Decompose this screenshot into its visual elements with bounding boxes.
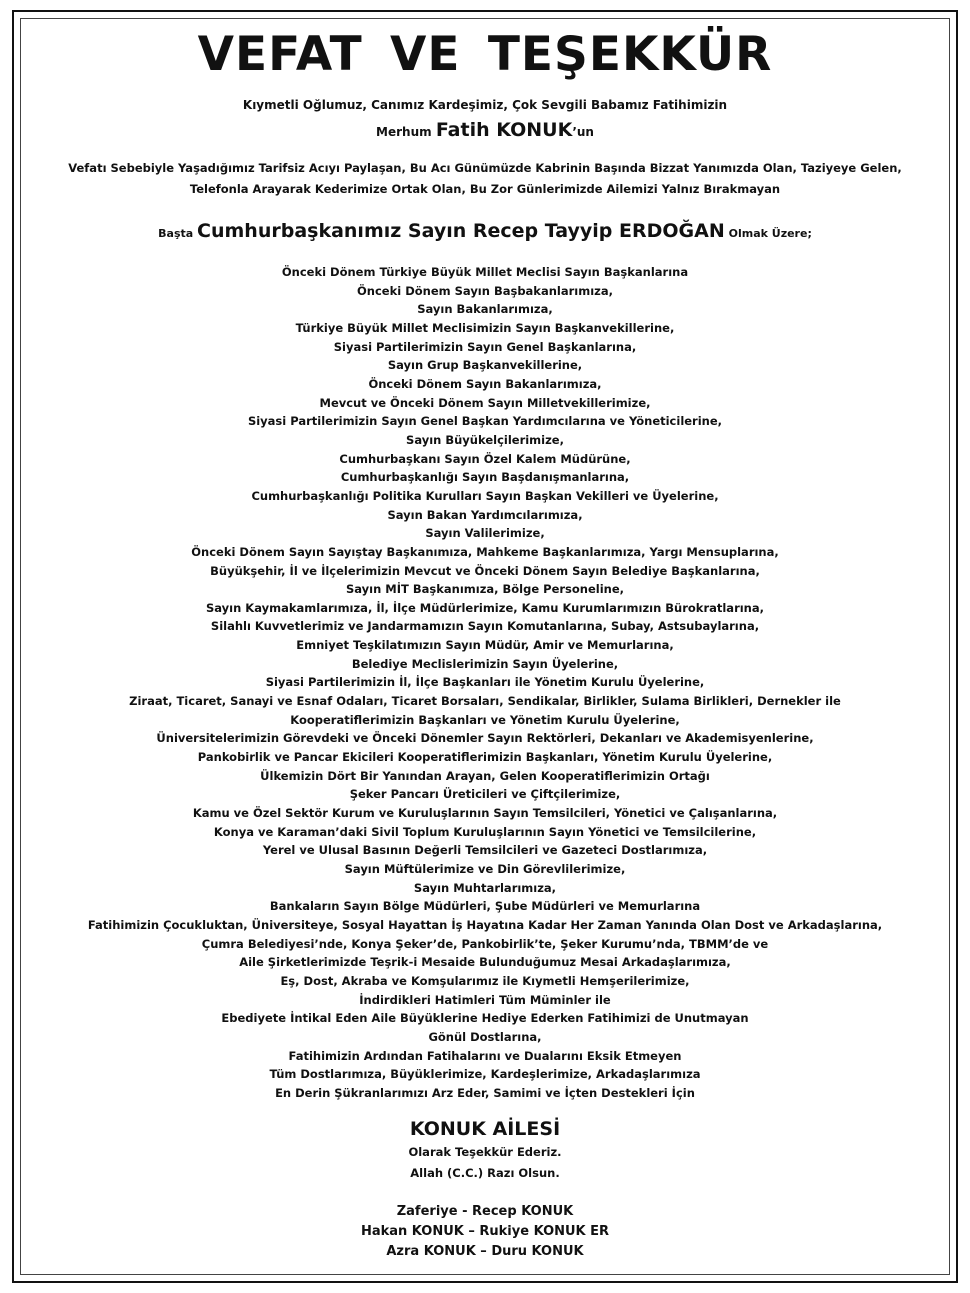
list-item: Kamu ve Özel Sektör Kurum ve Kuruluşlarının Sayın Temsilcileri, Yönetici ve Çalışanlarına, — [192, 806, 778, 821]
list-item: Şeker Pancarı Üreticileri ve Çiftçilerimize, — [349, 787, 621, 802]
president-suffix: Olmak Üzere; — [728, 227, 812, 240]
list-item: Fatihimizin Ardından Fatihalarını ve Dualarını Eksik Etmeyen — [288, 1048, 682, 1063]
list-item: Sayın Valilerimize, — [425, 526, 545, 541]
president-line — [20, 218, 950, 247]
thanks-list — [20, 263, 950, 1103]
obituary-notice — [20, 18, 950, 1262]
list-item: Sayın Büyükelçilerimize, — [406, 432, 564, 447]
list-item: Belediye Meclislerimizin Sayın Üyelerine, — [351, 656, 619, 671]
intro-line: Kıymetli Oğlumuz, Canımız Kardeşimiz, Çok Sevgili Babamız Fatihimizin — [242, 98, 728, 112]
list-item: Cumhurbaşkanlığı Politika Kurulları Sayın Başkan Vekilleri ve Üyelerine, — [251, 488, 719, 503]
list-item: Sayın Müftülerimize ve Din Görevlilerimize, — [344, 862, 626, 876]
list-item: Kooperatiflerimizin Başkanları ve Yönetim Kurulu Üyelerine, — [290, 712, 680, 727]
president-name: Cumhurbaşkanımız Sayın Recep Tayyip ERDOĞAN — [197, 220, 725, 242]
list-item: Siyasi Partilerimizin Sayın Genel Başkanlarına, — [333, 339, 637, 354]
list-item: Gönül Dostlarına, — [428, 1029, 542, 1044]
list-item: Sayın Bakanlarımıza, — [417, 302, 553, 317]
list-item: Mevcut ve Önceki Dönem Sayın Milletvekillerimize, — [319, 395, 651, 410]
president-prefix: Başta — [158, 227, 194, 240]
list-item: Önceki Dönem Sayın Başbakanlarımıza, — [357, 283, 613, 298]
list-item: Üniversitelerimizin Görevdeki ve Önceki Dönemler Sayın Rektörleri, Dekanları ve Akademisyenlerine, — [156, 731, 814, 746]
deceased-name: Fatih KONUK — [435, 119, 573, 141]
signers — [20, 1202, 950, 1262]
list-item: Önceki Dönem Sayın Sayıştay Başkanımıza, Mahkeme Başkanlarımıza, Yargı Mensuplarına, — [191, 544, 779, 559]
signer-line: Hakan KONUK – Rukiye KONUK ER — [360, 1223, 610, 1239]
list-item: Cumhurbaşkanı Sayın Özel Kalem Müdürüne, — [339, 451, 631, 466]
paragraph-line: Vefatı Sebebiyle Yaşadığımız Tarifsiz Acıyı Paylaşan, Bu Acı Günümüzde Kabrinin Başında Bizzat Yanımızda Olan, Taziyeye Gelen, — [68, 161, 902, 175]
list-item: Türkiye Büyük Millet Meclisimizin Sayın Başkanvekillerine, — [295, 320, 675, 335]
list-item: Ziraat, Ticaret, Sanayi ve Esnaf Odaları, Ticaret Borsaları, Sendikalar, Birlikler, Sulama Birlikleri, Dernekler ile — [129, 694, 841, 709]
list-item: Önceki Dönem Sayın Bakanlarımıza, — [368, 376, 602, 391]
list-item: Siyasi Partilerimizin İl, İlçe Başkanları ile Yönetim Kurulu Üyelerine, — [265, 675, 705, 690]
list-item: Sayın MİT Başkanımıza, Bölge Personeline, — [345, 582, 625, 597]
list-item: Ebediyete İntikal Eden Aile Büyüklerine Hediye Ederken Fatihimizi de Unutmayan — [221, 1011, 749, 1026]
list-item: Tüm Dostlarımıza, Büyüklerimize, Kardeşlerimize, Arkadaşlarımıza — [269, 1067, 701, 1082]
list-item: Ülkemizin Dört Bir Yanından Arayan, Gelen Kooperatiflerimizin Ortağı — [260, 768, 710, 783]
thanks-line: Olarak Teşekkür Ederiz. — [408, 1144, 562, 1159]
list-item: Sayın Bakan Yardımcılarımıza, — [387, 507, 583, 522]
signer-line: Zaferiye - Recep KONUK — [396, 1203, 574, 1219]
list-item: Pankobirlik ve Pancar Ekicileri Kooperatiflerimizin Başkanları, Yönetim Kurulu Üyelerine, — [197, 750, 773, 765]
notice-title: VEFAT VE TEŞEKKÜR — [197, 27, 773, 82]
list-item: Siyasi Partilerimizin Sayın Genel Başkan Yardımcılarına ve Yöneticilerine, — [247, 414, 723, 429]
gratitude-paragraph — [20, 158, 950, 200]
list-item: Sayın Muhtarlarımıza, — [413, 880, 557, 895]
list-item: En Derin Şükranlarımızı Arz Eder, Samimi ve İçten Destekleri İçin — [275, 1085, 695, 1100]
paragraph-line: Telefonla Arayarak Kederimize Ortak Olan, Bu Zor Günlerimizde Ailemizi Yalnız Bırakmayan — [189, 182, 781, 196]
list-item: Yerel ve Ulusal Basının Değerli Temsilcileri ve Gazeteci Dostlarımıza, — [262, 843, 708, 858]
list-item: Bankaların Sayın Bölge Müdürleri, Şube Müdürleri ve Memurlarına — [269, 899, 701, 914]
list-item: Aile Şirketlerimizde Teşrik-i Mesaide Bulunduğumuz Mesai Arkadaşlarımıza, — [239, 955, 731, 970]
list-item: Çumra Belediyesi’nde, Konya Şeker’de, Pankobirlik’te, Şeker Kurumu’nda, TBMM’de ve — [201, 936, 769, 951]
list-item: Önceki Dönem Türkiye Büyük Millet Meclisi Sayın Başkanlarına — [281, 265, 689, 279]
deceased-suffix: ’un — [572, 125, 594, 139]
list-item: Sayın Grup Başkanvekillerine, — [387, 358, 583, 373]
family-name: KONUK AİLESİ — [409, 1117, 561, 1140]
list-item: Konya ve Karaman’daki Sivil Toplum Kuruluşlarının Sayın Yönetici ve Temsilcilerine, — [213, 824, 757, 839]
list-item: Emniyet Teşkilatımızın Sayın Müdür, Amir ve Memurlarına, — [296, 638, 674, 653]
list-item: Büyükşehir, İl ve İlçelerimizin Mevcut ve Önceki Dönem Sayın Belediye Başkanlarına, — [210, 563, 760, 578]
list-item: Eş, Dost, Akraba ve Komşularımız ile Kıymetli Hemşerilerimize, — [280, 973, 690, 988]
deceased-prefix: Merhum — [376, 125, 432, 139]
list-item: Sayın Kaymakamlarımıza, İl, İlçe Müdürlerimize, Kamu Kurumlarımızın Bürokratlarına, — [205, 600, 764, 615]
list-item: Silahlı Kuvvetlerimiz ve Jandarmamızın Sayın Komutanlarına, Subay, Astsubaylarına, — [210, 619, 760, 634]
signer-line: Azra KONUK – Duru KONUK — [386, 1243, 584, 1259]
blessing-line: Allah (C.C.) Razı Olsun. — [410, 1165, 560, 1180]
list-item: İndirdikleri Hatimleri Tüm Müminler ile — [359, 992, 611, 1007]
list-item: Fatihimizin Çocukluktan, Üniversiteye, Sosyal Hayattan İş Hayatına Kadar Her Zaman Yanında Olan Dost ve Arkadaşlarına, — [87, 917, 883, 932]
list-item: Cumhurbaşkanlığı Sayın Başdanışmanlarına, — [340, 470, 630, 485]
deceased-line — [20, 119, 950, 143]
